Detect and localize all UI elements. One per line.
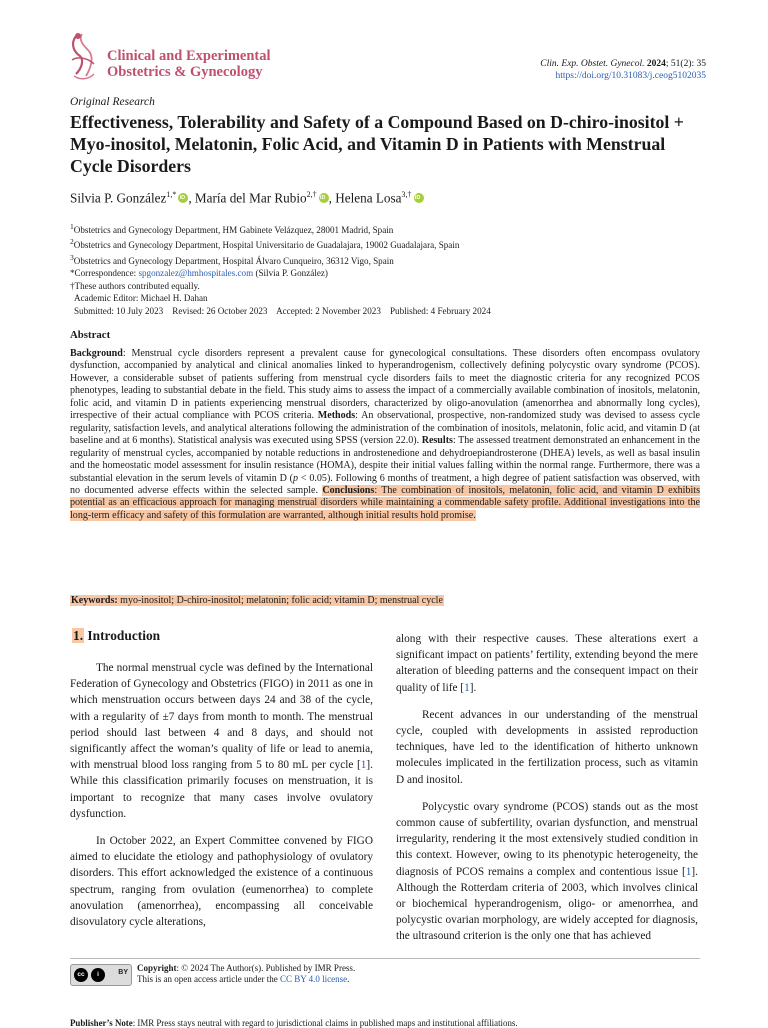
paragraph: The normal menstrual cycle was defined by the International Federation of Gynecology and Obstetrics (FIGO) in 2011 as one in which menstruation occurs between days 24 and 38 of the cycle, with a regularity of ±7 days from month to month. The menstrual period should last between 4 and 8 days, and should not significantly affect the woman’s quality of life or lead to anemia, with menstrual blood loss ranging from 5 to 80 mL per cycle [1]. While this classification primarily focuses on menstruation, it is important to recognize that many cases involve ovulatory dysfunction. [70,662,373,820]
affiliation: $^1$Obstetrics and Gynecology Department, HM Gabinete Velázquez, 28001 Madrid, Spain [70,222,394,236]
publisher-note: Publisher’s Note: IMR Press stays neutral with regard to jurisdictional claims in published maps and institutional affiliations. [70,1018,518,1028]
journal-name: Clinical and Experimental Obstetrics & Gynecology [107,48,271,80]
column-left [70,660,373,941]
conclusions-highlight: Conclusions: The combination of inositols, melatonin, folic acid, and vitamin D exhibits potential as an efficacious approach for managing menstrual disorders while maintaining a commendable safety profile. Additional investigations into the long-term efficacy and safety of this formulation are warranted, although initial results hold promise. [70,484,700,521]
author-name: Helena Losa [335,190,402,206]
reference-link[interactable]: 1 [685,865,692,878]
paragraph: along with their respective causes. These alterations exert a significant impact on patients’ fertility, extending beyond the mere alteration of bleeding patterns and the consequent impact on their quality of life [1]. [396,633,698,694]
email-link[interactable]: spgonzalez@hmhospitales.com [138,268,254,279]
cc-icon: cc [74,968,88,982]
affiliations [70,221,491,317]
citation-block: Clin. Exp. Obstet. Gynecol. 2024; 51(2): 35 https://doi.org/10.31083/j.ceog5102035 [540,59,706,81]
equal-contribution-note: †These authors contributed equally. [70,280,200,291]
article-type: Original Research [70,96,155,108]
author-name: María del Mar Rubio [194,190,307,206]
orcid-icon[interactable] [178,193,188,203]
paragraph: Polycystic ovary syndrome (PCOS) stands out as the most common cause of subfertility, ovarian dysfunction, and menstrual irregularity, rendering it the most extensively studied condition in this context. However, owing to its phenotypic heterogeneity, the diagnosis of PCOS remains a complex and contentious issue [1]. Although the Rotterdam criteria of 2003, which involves clinical or biochemical hyperandrogenism, oligo- or amenorrhea, and polycystic ovarian morphology, are widely accepted for diagnosis, the ultrasound criterion is the only one that has achieved [396,800,698,943]
reference-link[interactable]: 1 [360,759,367,772]
paragraph: Recent advances in our understanding of the menstrual cycle, coupled with developments in assisted reproduction techniques, have led to the identification of hitherto unknown molecules implicated in the fertilization process, such as vitamin D and inositol. [396,708,698,786]
attribution-icon: i [91,968,105,982]
keywords: Keywords: myo-inositol; D-chiro-inositol; melatonin; folic acid; vitamin D; menstrual cycle [71,595,443,606]
correspondence: *Correspondence: spgonzalez@hmhospitales.com (Silvia P. González) [70,268,328,279]
affiliation: $^3$Obstetrics and Gynecology Department, Hospital Álvaro Cunqueiro, 36312 Vigo, Spain [70,252,394,266]
author-list: Silvia P. González$^{1,*}$iD , María del Mar Rubio$^{2,\dagger}$iD , Helena Losa$^{3,\dagger}$iD [70,190,424,206]
orcid-icon[interactable] [414,193,424,203]
article-dates: Submitted: 10 July 2023 Revised: 26 October 2023 Accepted: 2 November 2023 Published: 4 February 2024 [74,305,491,316]
abstract-body: Background: Menstrual cycle disorders represent a prevalent cause for gynecological consultations. These disorders often encompass ovulatory dysfunction, accompanied by analytical and clinical anomalies linked to hyperandrogenism, collectively defining polycystic ovary syndrome (PCOS). However, a considerable subset of patients suffering from menstrual cycle disorders fails to meet the diagnostic criteria for any recognized PCOS phenotypes, leading to substantial debate in the field. This study aims to assess the impact of a commercially available combination of inositols, melatonin, folic acid, and vitamin D in patients experiencing menstrual disorders, characterized by oligo-anovulation (amenorrhea and abnormally long cycles), irrespective of their actual compliance with PCOS criteria. Methods: An observational, prospective, non-randomized study was devised to assess cycle regularity, satisfaction levels, and analytical alterations following the administration of the combination of inositols, melatonin, folic acid, and vitamin D (at baseline and at 6 months). Statistical analysis was executed using SPSS (version 22.0). Results: The assessed treatment demonstrated an enhancement in the regularity of menstrual cycles, accompanied by notable reductions in androstenedione and dehydroepiandrosterone (DHEA) levels, as well as basal insulin and the homeostatic model assessment for insulin resistance (HOMA), despite their initial values falling within the normal range. Furthermore, there was a substantial elevation in the serum levels of vitamin D (p < 0.05). Following 6 months of treatment, a high degree of patient satisfaction was observed, with no documented adverse effects within the selected sample. Conclusions: The combination of inositols, melatonin, folic acid, and vitamin D exhibits potential as an efficacious approach for managing menstrual disorders while maintaining a commendable safety profile. Additional investigations into the long-term efficacy and safety of this formulation are warranted, although initial results hold promise. [70,348,700,521]
author-name: Silvia P. González [70,190,167,206]
orcid-icon[interactable] [319,193,329,203]
journal-emblem-icon [66,30,106,84]
affiliation: $^2$Obstetrics and Gynecology Department, Hospital Universitario de Guadalajara, 19002 Guadalajara, Spain [70,237,460,251]
paragraph: In October 2022, an Expert Committee convened by FIGO aimed to elucidate the etiology and pathophysiology of ovulatory disorders. This effort acknowledged the existence of a continuous spectrum, ranging from ovulation (eumenorrhea) to complete anovulation (amenorrhea), encompassing all conceivable disovulatory cycle alterations, [70,835,373,929]
copyright: Copyright: © 2024 The Author(s). Published by IMR Press. This is an open access article under the CC BY 4.0 license. [137,963,356,984]
abstract-heading: Abstract [70,329,111,341]
article-title: Effectiveness, Tolerability and Safety of a Compound Based on D-chiro-inositol + Myo-inositol, Melatonin, Folic Acid, and Vitamin D in Patients with Menstrual Cycle Disorders [70,112,684,176]
column-right [396,631,698,956]
license-link[interactable]: CC BY 4.0 license [279,974,348,984]
journal-logo[interactable] [66,30,296,86]
cc-license-badge[interactable]: cc i BY [70,964,132,986]
reference-link[interactable]: 1 [464,681,470,694]
doi-link[interactable]: https://doi.org/10.31083/j.ceog5102035 [555,71,706,81]
section-heading: 1. Introduction [73,628,161,643]
academic-editor: Academic Editor: Michael H. Dahan [74,293,208,304]
footer-divider [70,958,700,959]
